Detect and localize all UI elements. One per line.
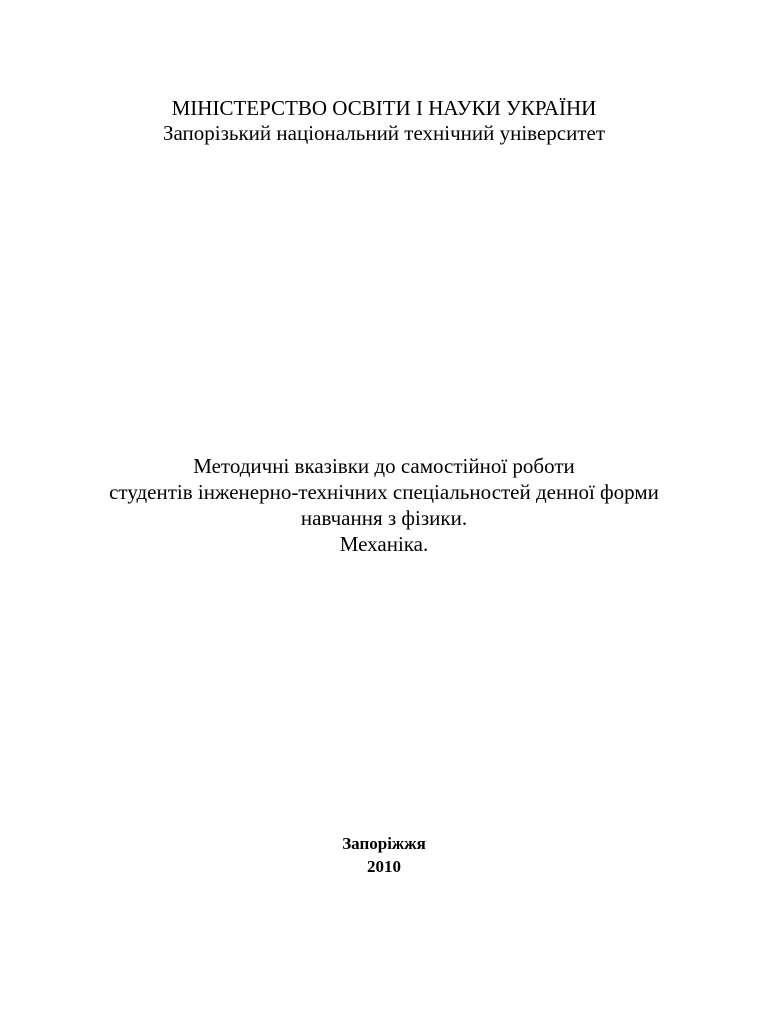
ministry-name: МІНІСТЕРСТВО ОСВІТИ І НАУКИ УКРАЇНИ xyxy=(171,96,597,120)
title-line-2: студентів інженерно-технічних спеціальностей денної форми xyxy=(109,480,659,504)
university-name: Запорізький національний технічний університет xyxy=(162,121,606,145)
document-header xyxy=(0,96,768,146)
title-line-1: Методичні вказівки до самостійної роботи xyxy=(193,454,575,478)
title-line-3: навчання з фізики. xyxy=(300,506,468,530)
document-footer xyxy=(0,832,768,878)
title-line-4: Механіка. xyxy=(339,532,429,556)
city-name: Запоріжжя xyxy=(342,834,426,853)
publication-year: 2010 xyxy=(367,857,401,876)
document-title xyxy=(0,453,768,557)
